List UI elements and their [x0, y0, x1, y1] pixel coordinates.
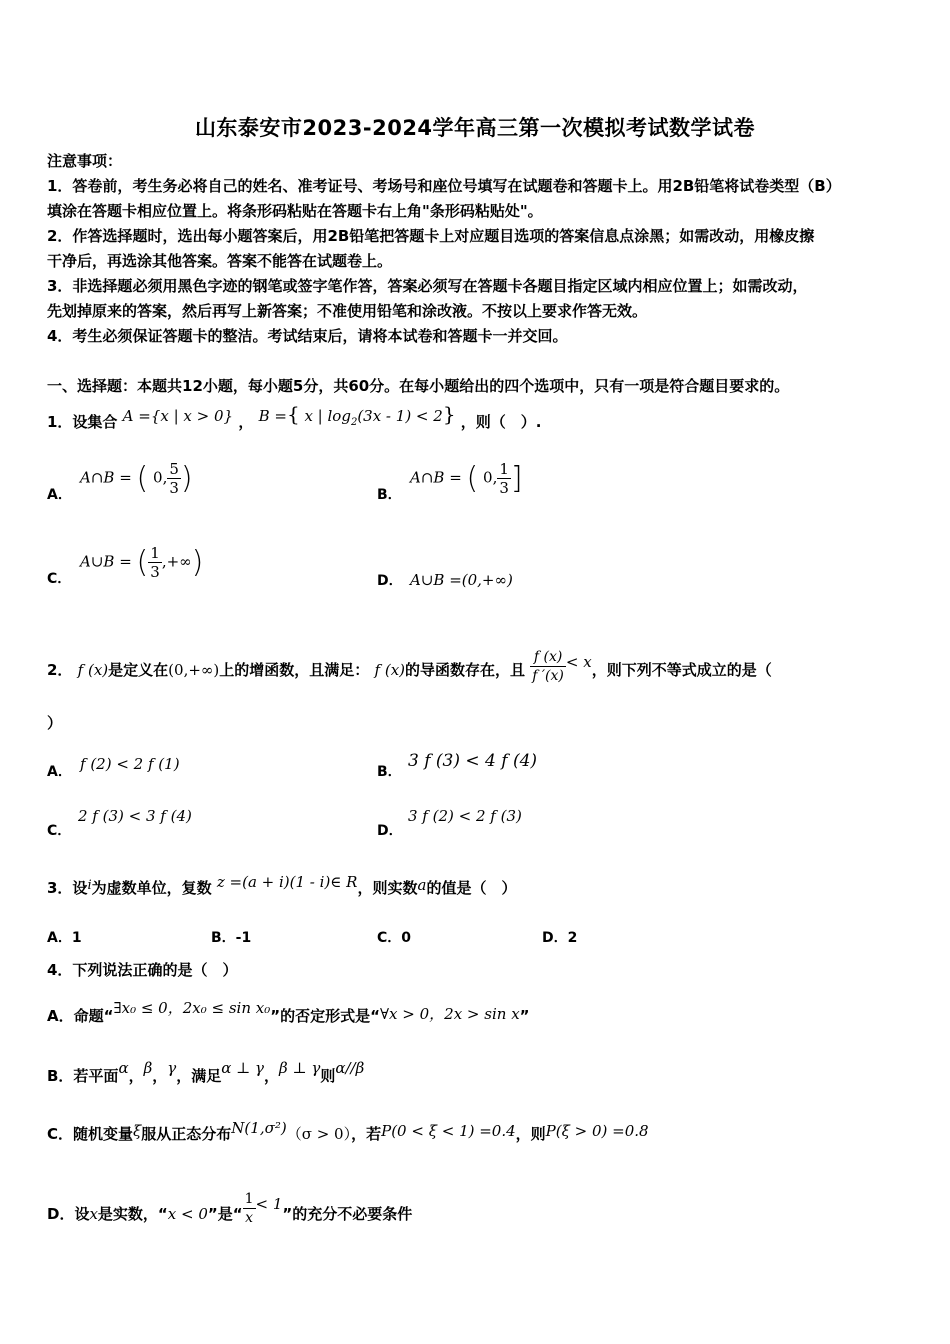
notice-item-2a: 2．作答选择题时，选出每小题答案后，用2B铅笔把答题卡上对应题目选项的答案信息点涂黑；如需改动，用橡皮擦: [47, 227, 815, 245]
q1-option-b-num: 1: [499, 460, 509, 478]
q2-option-b[interactable]: 3 f (3) < 4 f (4): [408, 751, 538, 771]
q4-b-m1: α ⊥ γ: [221, 1059, 265, 1077]
q1-option-b-den: 3: [499, 479, 509, 497]
q4-b-alpha: α: [118, 1059, 129, 1077]
q4-c-xi: ξ: [133, 1122, 142, 1140]
section-heading: 一、选择题：本题共12小题，每小题5分，共60分。在每小题给出的四个选项中，只有一项是符合题目要求的。: [47, 377, 790, 395]
q3-i: i: [87, 878, 92, 893]
q4-b-mid: ，满足: [176, 1067, 222, 1085]
q1-option-a[interactable]: A∩B = ( 0, $\frac{5}{3}$ ): [80, 460, 193, 497]
q4-a-m4: 2x > sin x: [444, 1005, 520, 1023]
q4-b-m2: β ⊥ γ: [279, 1059, 321, 1077]
q2-option-c[interactable]: 2 f (3) < 3 f (4): [78, 807, 192, 825]
q2-text-3: 的导函数存在，且: [405, 661, 526, 679]
q4-b-then: 则: [320, 1067, 336, 1085]
q1-option-d-label[interactable]: D．: [377, 573, 403, 589]
q3-mid2: ，则实数: [357, 879, 418, 897]
notice-item-3b: 先划掉原来的答案，然后再写上新答案；不准使用铅笔和涂改液。不按以上要求作答无效。: [47, 302, 648, 320]
q2-fx-1: f (x): [77, 661, 109, 679]
q1-option-a-label[interactable]: A．: [47, 487, 72, 503]
q3-expr: z =(a + i)(1 - i)∈ R: [216, 873, 358, 891]
q4-option-d[interactable]: [47, 1191, 413, 1233]
q2-option-a[interactable]: f (2) < 2 f (1): [80, 755, 180, 773]
q4-b-sep3: ，: [264, 1067, 280, 1085]
q2-text-4: ，则下列不等式成立的是（: [591, 661, 772, 679]
notice-heading: 注意事项：: [47, 152, 123, 170]
q4-d-den: x: [245, 1210, 254, 1226]
q4-d-label: D．设: [47, 1205, 90, 1223]
q1-option-d[interactable]: A∪B =(0,+∞): [410, 571, 513, 589]
q3-prefix: 3．设: [47, 879, 88, 897]
q1-option-c-left: A∪B =: [80, 552, 132, 571]
notice-item-1b: 填涂在答题卡相应位置上。将条形码粘贴在答题卡右上角"条形码粘贴处"。: [47, 202, 543, 220]
q4-c-cond: （σ > 0）: [286, 1125, 352, 1143]
q1-option-a-den: 3: [169, 479, 179, 497]
q4-b-sep2: ，: [152, 1067, 168, 1085]
q2-text-2: 上的增函数，且满足：: [219, 661, 370, 679]
notice-item-4: 4．考生必须保证答题卡的整洁。考试结束后，请将本试卷和答题卡一并交回。: [47, 327, 568, 345]
q1-set-b-left: B =: [258, 407, 287, 425]
q4-option-c[interactable]: [47, 1119, 649, 1144]
q4-stem: 4．下列说法正确的是（ ）: [47, 961, 238, 979]
q2-stem: [47, 649, 772, 689]
q2-interval: (0,+∞): [168, 661, 220, 679]
q2-option-d-label[interactable]: D．: [377, 823, 403, 839]
q4-a-m1: ∃x₀ ≤ 0，: [113, 999, 183, 1017]
q1-set-b: B ={ x | $\log_2(3x - 1) < 2$}: [258, 402, 456, 428]
q4-b-m3: α//β: [335, 1059, 365, 1077]
notice-item-2b: 干净后，再选涂其他答案。答案不能答在试题卷上。: [47, 252, 393, 270]
q4-b-gamma: γ: [167, 1059, 177, 1077]
q2-option-c-label[interactable]: C．: [47, 823, 72, 839]
q4-d-mid2: ”是“: [207, 1205, 243, 1223]
q2-option-b-label[interactable]: B．: [377, 764, 402, 780]
q3-option-b[interactable]: B．-1: [211, 930, 252, 946]
q1-set-b-inner: x | log: [304, 407, 351, 425]
q4-d-m1: x < 0: [167, 1205, 208, 1223]
q2-close: ）: [47, 714, 63, 732]
q1-option-b-left: A∩B =: [410, 468, 462, 487]
q1-comma: ，: [238, 413, 254, 431]
q1-option-a-zero: 0,: [153, 468, 168, 487]
q4-a-label: A．命题“: [47, 1007, 114, 1025]
q1-set-b-sub: 2: [350, 417, 358, 428]
q3-suffix: 的值是（ ）: [426, 879, 517, 897]
q4-c-n: N(1,σ²): [231, 1119, 287, 1137]
q3-option-d[interactable]: D．2: [542, 930, 578, 946]
q2-text-1: 是定义在: [108, 661, 169, 679]
q2-lt-x: < x: [565, 653, 592, 671]
q1-set-a: A ={x | x > 0}: [122, 407, 234, 425]
q4-d-lt: < 1: [255, 1195, 283, 1213]
q3-option-a[interactable]: A．1: [47, 930, 82, 946]
q1-option-c-num: 1: [150, 544, 160, 562]
q2-option-a-label[interactable]: A．: [47, 764, 72, 780]
q2-number: 2．: [47, 661, 73, 679]
q4-a-m2: 2x₀ ≤ sin x₀: [182, 999, 271, 1017]
q1-option-b-zero: 0,: [483, 468, 498, 487]
q4-b-label: B．若平面: [47, 1067, 119, 1085]
q4-b-sep1: ，: [128, 1067, 144, 1085]
q2-frac-num: f (x): [530, 648, 566, 667]
q4-c-mid: 服从正态分布: [141, 1125, 232, 1143]
q4-a-mid: ”的否定形式是“: [270, 1007, 380, 1025]
q1-option-c-den: 3: [150, 563, 160, 581]
q4-b-beta: β: [143, 1059, 153, 1077]
q1-option-a-num: 5: [169, 460, 179, 478]
q1-suffix: ，则（ ）.: [460, 413, 542, 431]
q4-a-m3: ∀x > 0，: [379, 1005, 445, 1023]
q1-prefix: 1．设集合: [47, 413, 118, 431]
q3-option-c[interactable]: C．0: [377, 930, 412, 946]
q1-option-c-right: ,+∞: [161, 552, 192, 571]
q4-d-x: x: [89, 1205, 98, 1223]
q4-a-end: ”: [519, 1007, 530, 1025]
q1-option-b[interactable]: A∩B = ( 0, $\frac{1}{3}$ ]: [410, 460, 523, 497]
q1-set-b-rest: (3x - 1) < 2: [357, 407, 443, 425]
q4-c-p2: P(ξ > 0) =0.8: [545, 1122, 649, 1140]
q3-stem: [47, 873, 517, 900]
q2-option-d[interactable]: 3 f (2) < 2 f (3): [408, 807, 522, 825]
q2-fx-2: f (x): [374, 661, 405, 679]
q1-stem: [47, 402, 542, 439]
q3-mid: 为虚数单位，复数: [91, 879, 212, 897]
q1-option-a-left: A∩B =: [80, 468, 132, 487]
exam-title: 山东泰安市2023-2024学年高三第一次模拟考试数学试卷: [194, 116, 756, 140]
q1-option-c-label[interactable]: C．: [47, 571, 72, 587]
notice-item-3a: 3．非选择题必须用黑色字迹的钢笔或签字笔作答，答案必须写在答题卡各题目指定区域内相应位置上；如需改动，: [47, 277, 808, 295]
q4-c-if: ，若: [351, 1125, 382, 1143]
q1-option-b-label[interactable]: B．: [377, 487, 402, 503]
q4-d-mid: 是实数，“: [97, 1205, 168, 1223]
q4-d-num: 1: [244, 1191, 254, 1207]
q4-c-then: ，则: [515, 1125, 546, 1143]
notice-item-1a: 1．答卷前，考生务必将自己的姓名、准考证号、考场号和座位号填写在试题卷和答题卡上。用2B铅笔将试卷类型（B）: [47, 177, 841, 195]
q1-option-c[interactable]: A∪B = ( $\frac{1}{3}$ ,+∞): [80, 544, 204, 581]
q4-option-a[interactable]: [47, 999, 530, 1026]
q4-option-b[interactable]: [47, 1059, 365, 1086]
q4-c-p1: P(0 < ξ < 1) =0.4: [381, 1122, 516, 1140]
q4-d-end: ”的充分不必要条件: [282, 1205, 413, 1223]
q4-c-label: C．随机变量: [47, 1125, 134, 1143]
q2-frac-den: f ′(x): [532, 668, 564, 684]
q3-a: a: [417, 876, 427, 894]
